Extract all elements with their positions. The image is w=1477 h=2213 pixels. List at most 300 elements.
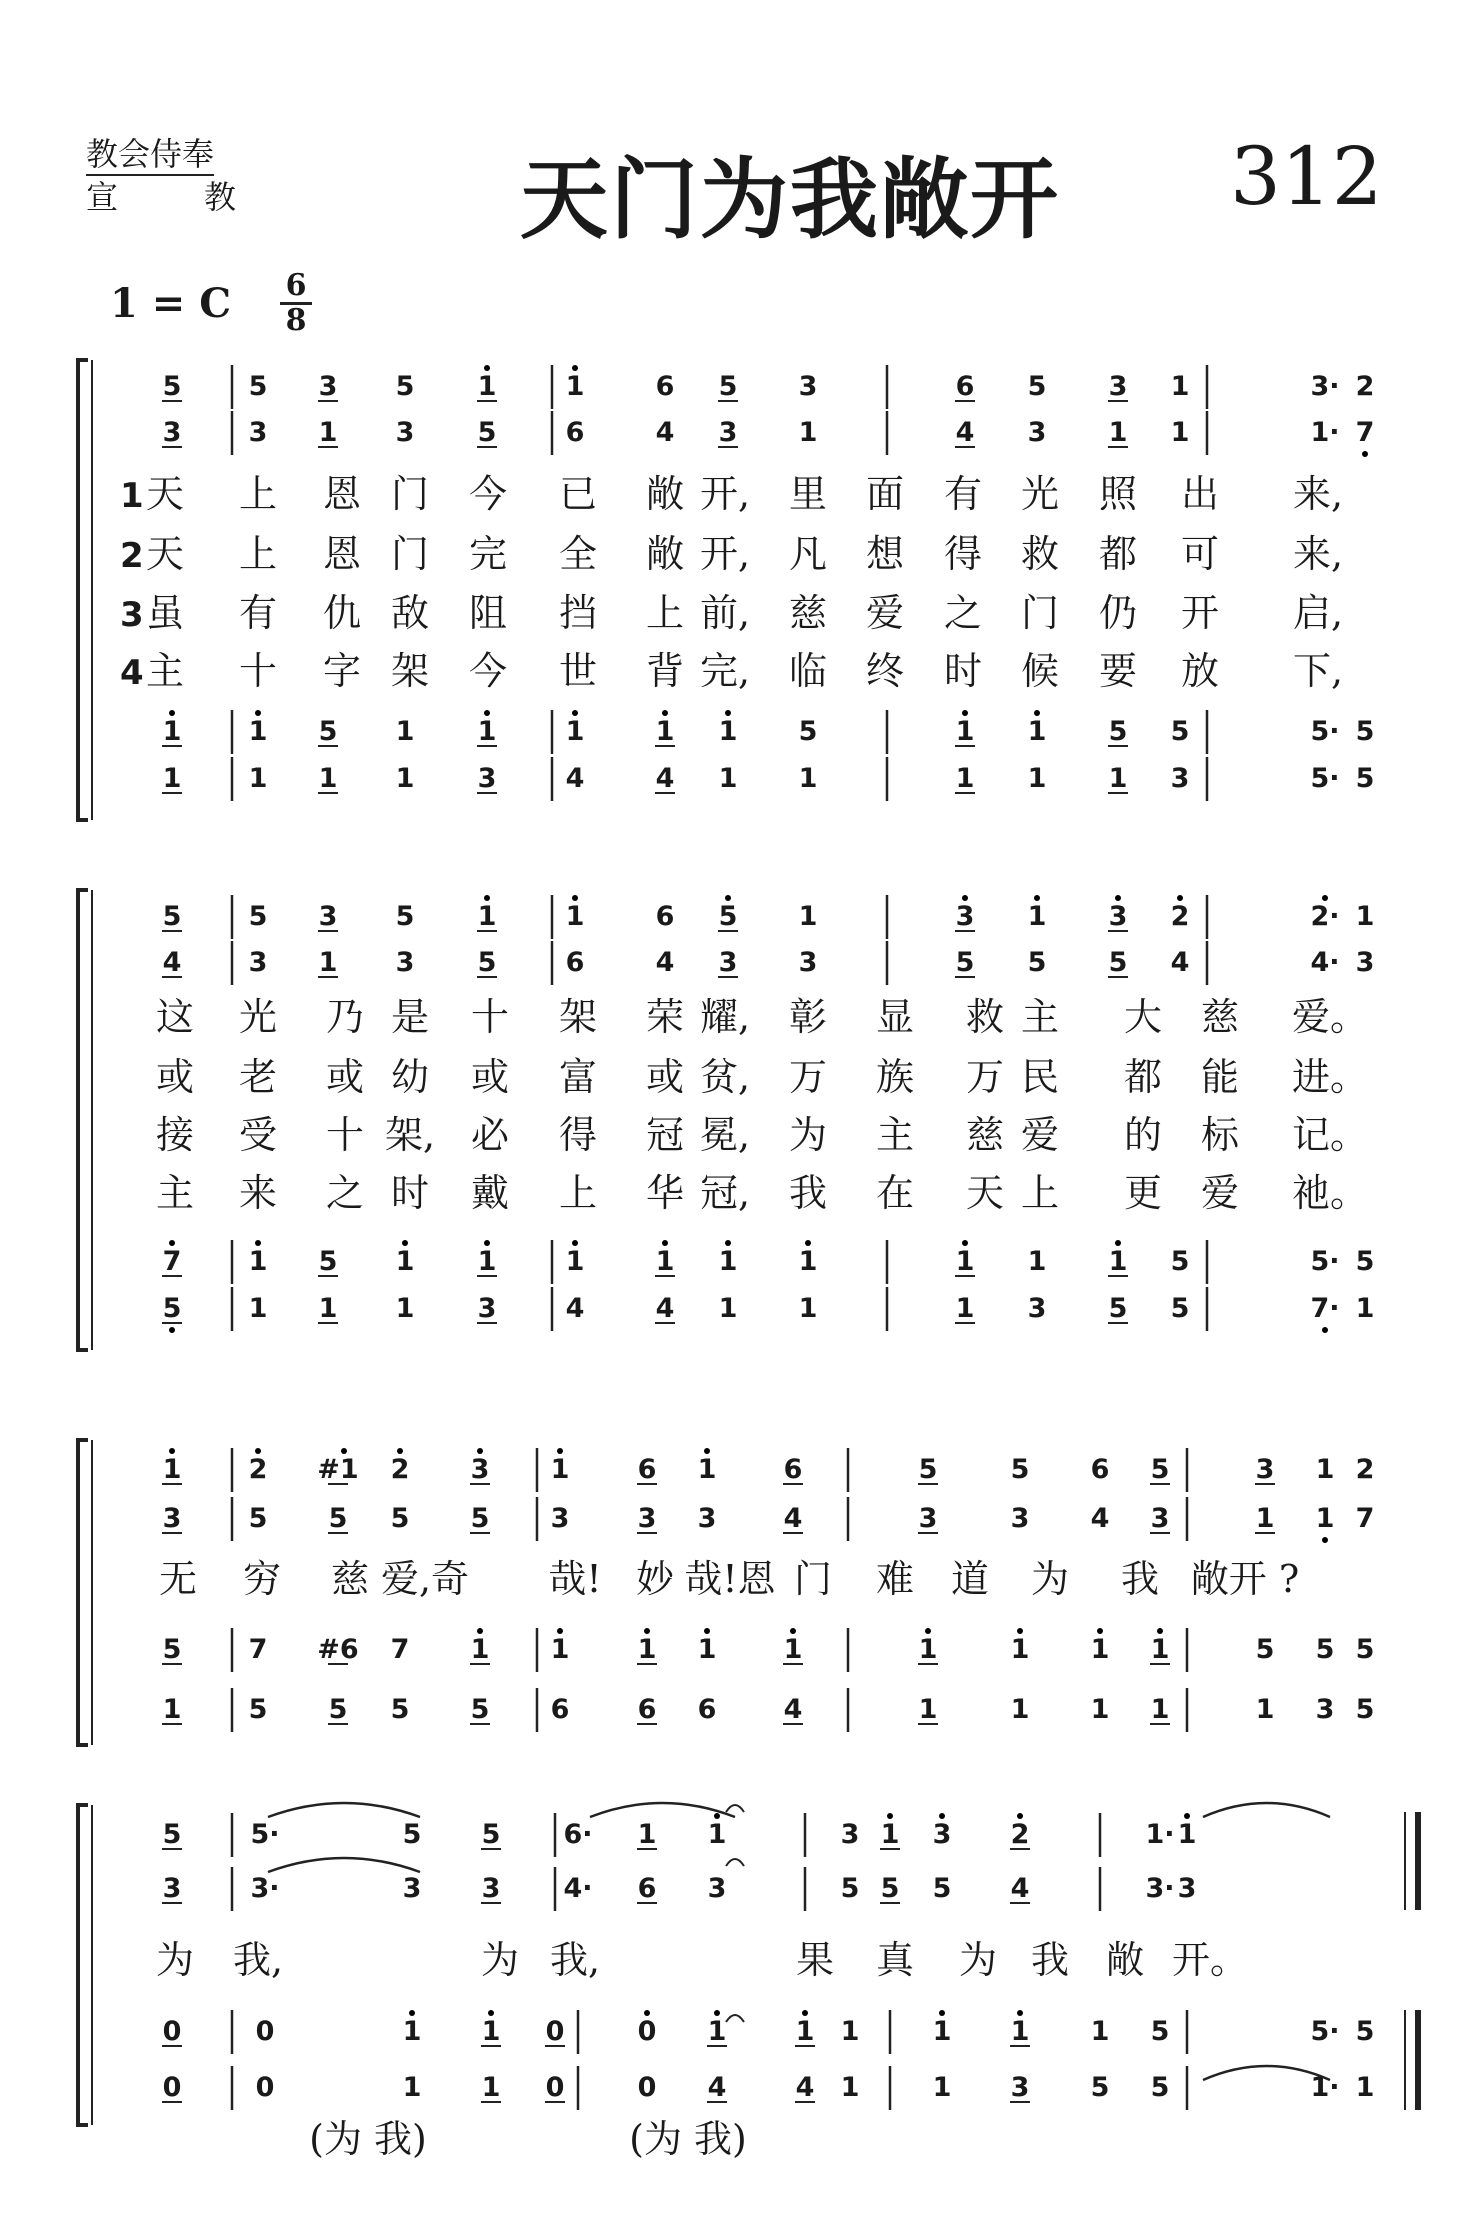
octave-dot-high: [477, 1628, 483, 1634]
note: 3: [248, 417, 268, 448]
lyric-syllable: 来,: [1292, 532, 1344, 576]
note: 1: [1108, 417, 1128, 448]
note: 4: [162, 947, 182, 978]
note: 1: [1315, 1503, 1335, 1534]
note: 1: [318, 417, 338, 448]
octave-dot-high: [484, 710, 490, 716]
note: 3: [1255, 1454, 1275, 1485]
note: 1: [395, 1246, 415, 1277]
note: 5: [1355, 763, 1375, 794]
slur: [268, 1803, 420, 1817]
fermata: [726, 1859, 744, 1866]
note: 1: [162, 763, 182, 794]
lyric-syllable: 贫,: [699, 1055, 751, 1099]
note: 1: [1177, 1819, 1197, 1850]
note: 6: [955, 371, 975, 402]
note: 7: [1355, 1503, 1375, 1534]
note: 6: [655, 371, 675, 402]
note: 3: [707, 1873, 727, 1904]
note: 1: [955, 763, 975, 794]
octave-dot-high: [962, 1240, 968, 1246]
lyric-syllable: 哉!: [548, 1557, 602, 1601]
credit-name-char-1: 宣: [86, 178, 119, 216]
note: 5: [248, 1503, 268, 1534]
lyric-syllable: 都: [1098, 532, 1138, 576]
note: 3: [402, 1873, 422, 1904]
octave-dot-high: [1017, 1813, 1023, 1819]
octave-dot-high: [1017, 1628, 1023, 1634]
lyric-syllable: 挡: [558, 591, 598, 635]
note: 1: [318, 1293, 338, 1324]
lyric-syllable: 能: [1200, 1055, 1240, 1099]
note: 1·: [1310, 417, 1340, 448]
octave-dot-high: [939, 2010, 945, 2016]
lyric-syllable: 耀,: [699, 995, 751, 1039]
note: 4: [707, 2072, 727, 2103]
note: 1: [1010, 1694, 1030, 1725]
note: 1: [783, 1634, 803, 1665]
lyric-syllable: 的: [1123, 1113, 1163, 1157]
lyric-syllable: 照: [1098, 472, 1138, 516]
lyric-syllable: 敞开 ?: [1190, 1557, 1300, 1601]
system-bracket: [78, 890, 88, 1350]
lyric-syllable: 放: [1180, 649, 1220, 693]
note: 1: [798, 417, 818, 448]
note: 5: [840, 1873, 860, 1904]
lyric-syllable: 阻: [468, 591, 508, 635]
note: 7: [390, 1634, 410, 1665]
note: 5·: [1310, 763, 1340, 794]
note: 3: [395, 417, 415, 448]
lyric-syllable: 无: [158, 1557, 198, 1601]
note: 1: [1027, 1246, 1047, 1277]
octave-dot-low: [1362, 451, 1368, 457]
note: 1: [1255, 1503, 1275, 1534]
note: 0: [255, 2072, 275, 2103]
lyric-syllable: 世: [558, 649, 598, 693]
lyric-syllable: 上: [1020, 1171, 1060, 1215]
time-signature-bottom: 8: [285, 303, 307, 338]
key-signature: 1 = C: [110, 280, 232, 327]
note: 4: [1010, 1873, 1030, 1904]
note: 5: [1170, 1293, 1190, 1324]
lyric-syllable: 下,: [1292, 649, 1344, 693]
note: 3: [1315, 1694, 1335, 1725]
note: 1: [840, 2072, 860, 2103]
note: 1: [565, 1246, 585, 1277]
lyric-syllable: 面: [865, 472, 905, 516]
lyric-syllable: 或: [325, 1055, 365, 1099]
lyric-syllable: 或: [470, 1055, 510, 1099]
note: 6·: [563, 1819, 593, 1850]
octave-dot-high: [477, 1448, 483, 1454]
note: 2: [1010, 1819, 1030, 1850]
note: 6: [637, 1454, 657, 1485]
note: 4: [795, 2072, 815, 2103]
note: 1: [918, 1694, 938, 1725]
lyric-syllable: 完,: [699, 649, 751, 693]
note: 5: [798, 716, 818, 747]
note: 5: [1150, 1454, 1170, 1485]
octave-dot-high: [725, 895, 731, 901]
octave-dot-high: [255, 1448, 261, 1454]
lyric-syllable: 彰: [788, 995, 828, 1039]
fermata: [726, 2015, 744, 2022]
note: 1: [798, 1293, 818, 1324]
lyric-syllable: 门: [1020, 591, 1060, 635]
note: 5: [395, 901, 415, 932]
note: 3·: [250, 1873, 280, 1904]
lyric-syllable: 天: [145, 532, 185, 576]
note: 1: [477, 371, 497, 402]
note: 1: [565, 901, 585, 932]
note: 3: [1108, 371, 1128, 402]
lyric-syllable: 族: [875, 1055, 915, 1099]
note: 1: [477, 716, 497, 747]
octave-dot-high: [484, 895, 490, 901]
note: 5: [248, 1694, 268, 1725]
lyric-syllable: 为: [958, 1938, 998, 1982]
lyric-syllable: 冠,: [699, 1171, 751, 1215]
note: 3: [932, 1819, 952, 1850]
octave-dot-low: [169, 1327, 175, 1333]
lyric-syllable: 前,: [699, 591, 751, 635]
note: 1: [718, 763, 738, 794]
note: 3: [1150, 1503, 1170, 1534]
lyric-syllable: 背: [645, 649, 685, 693]
lyric-syllable: 全: [558, 532, 598, 576]
octave-dot-high: [644, 2010, 650, 2016]
note: 1: [918, 1634, 938, 1665]
note: 1: [395, 1293, 415, 1324]
system-bracket: [78, 360, 88, 820]
lyric-syllable: 仇: [322, 591, 362, 635]
lyric-syllable: 敌: [390, 591, 430, 635]
octave-dot-high: [169, 710, 175, 716]
note: 1: [550, 1454, 570, 1485]
note: 4: [783, 1503, 803, 1534]
note: 0: [545, 2016, 565, 2047]
lyric-syllable: 在: [875, 1171, 915, 1215]
note: 2: [390, 1454, 410, 1485]
octave-dot-high: [557, 1628, 563, 1634]
note: 3: [718, 947, 738, 978]
verse-number: 3: [120, 595, 144, 635]
slur: [1203, 1803, 1330, 1817]
note: 1: [798, 901, 818, 932]
lyric-syllable: 天: [965, 1171, 1005, 1215]
lyric-syllable: 有: [238, 591, 278, 635]
note: 3: [248, 947, 268, 978]
note: 4: [1090, 1503, 1110, 1534]
note: 1: [248, 763, 268, 794]
lyric-syllable: 是: [390, 995, 430, 1039]
note: 1: [637, 1634, 657, 1665]
system-bracket: [78, 1440, 88, 1745]
note: 3: [918, 1503, 938, 1534]
note: 1: [1150, 1694, 1170, 1725]
lyric-syllable: 老: [238, 1055, 278, 1099]
note: 1: [798, 763, 818, 794]
note: 1: [395, 763, 415, 794]
octave-dot-high: [1034, 895, 1040, 901]
lyric-syllable: 终: [865, 649, 905, 693]
note: 1: [481, 2072, 501, 2103]
octave-dot-high: [805, 1240, 811, 1246]
lyric-syllable: 我,: [232, 1938, 284, 1982]
note: 1: [395, 716, 415, 747]
note: 1: [955, 1246, 975, 1277]
note: 7·: [1310, 1293, 1340, 1324]
note: 0: [545, 2072, 565, 2103]
lyric-syllable: 慈: [965, 1113, 1005, 1157]
note: 4·: [563, 1873, 593, 1904]
note: 7: [1355, 417, 1375, 448]
lyric-syllable: 乃: [325, 995, 365, 1039]
note: 1: [718, 1246, 738, 1277]
lyric-syllable: 穷: [242, 1557, 282, 1601]
lyric-syllable: 慈: [788, 591, 828, 635]
note: 4: [1170, 947, 1190, 978]
lyric-syllable: 主: [145, 649, 185, 693]
note: 3·: [1310, 371, 1340, 402]
lyric-syllable: 为: [480, 1938, 520, 1982]
note: 6: [637, 1694, 657, 1725]
lyric-syllable: 爱: [865, 591, 905, 635]
verse-number: 1: [120, 476, 144, 516]
note: 7: [162, 1246, 182, 1277]
note: 5: [477, 417, 497, 448]
lyric-syllable: 门: [390, 472, 430, 516]
note: 3: [1177, 1873, 1197, 1904]
note: 3: [162, 1503, 182, 1534]
lyric-syllable: 出: [1180, 472, 1220, 516]
lyric-syllable: 要: [1098, 649, 1138, 693]
note: 1: [1315, 1454, 1335, 1485]
lyric-syllable: 我: [788, 1171, 828, 1215]
note: 2: [1355, 371, 1375, 402]
lyric-syllable: 时: [390, 1171, 430, 1215]
lyric-syllable: 万: [965, 1055, 1005, 1099]
lyric-syllable: 慈: [1200, 995, 1240, 1039]
lyric-syllable: 时: [943, 649, 983, 693]
note: 3: [1010, 1503, 1030, 1534]
time-signature-top: 6: [280, 270, 312, 305]
note: 4: [783, 1694, 803, 1725]
lyric-syllable: 妙: [635, 1557, 675, 1601]
note: 5: [162, 1634, 182, 1665]
note: 1: [707, 2016, 727, 2047]
lyric-syllable: 虽: [145, 591, 185, 635]
lyric-syllable: 救: [965, 995, 1005, 1039]
note: 6: [565, 417, 585, 448]
note: 5: [1108, 1293, 1128, 1324]
lyric-syllable: 开: [1180, 591, 1220, 635]
note: 1: [470, 1634, 490, 1665]
lyric-syllable: 戴: [470, 1171, 510, 1215]
lyric-syllable: 临: [788, 649, 828, 693]
note: 5: [318, 716, 338, 747]
note: 5: [402, 1819, 422, 1850]
octave-dot-high: [397, 1448, 403, 1454]
octave-dot-high: [802, 2010, 808, 2016]
lyric-syllable: 都: [1123, 1055, 1163, 1099]
lyric-syllable: 恩: [322, 532, 362, 576]
note: 5: [1355, 2016, 1375, 2047]
note: 5·: [250, 1819, 280, 1850]
note: 3: [1027, 1293, 1047, 1324]
note: 3: [318, 901, 338, 932]
note: 1: [697, 1454, 717, 1485]
note: 1: [955, 716, 975, 747]
lyric-syllable: 十: [470, 995, 510, 1039]
lyric-syllable: 仍: [1098, 591, 1138, 635]
note: 1: [795, 2016, 815, 2047]
note: 5: [390, 1503, 410, 1534]
note: 1: [477, 901, 497, 932]
note: 1: [162, 1694, 182, 1725]
lyric-syllable: 里: [788, 472, 828, 516]
lyric-syllable: 之: [943, 591, 983, 635]
octave-dot-high: [644, 1628, 650, 1634]
octave-dot-high: [1177, 895, 1183, 901]
note: 1: [1355, 1293, 1375, 1324]
note: 3: [477, 763, 497, 794]
note: 1: [1150, 1634, 1170, 1665]
note: 0: [255, 2016, 275, 2047]
lyric-syllable: 爱。: [1291, 995, 1369, 1039]
note: 3: [1108, 901, 1128, 932]
lyric-syllable: 爱: [1020, 1113, 1060, 1157]
lyric-syllable: 救: [1020, 532, 1060, 576]
note: 1: [932, 2072, 952, 2103]
octave-dot-high: [1322, 895, 1328, 901]
note: 1: [1255, 1694, 1275, 1725]
octave-dot-high: [402, 1240, 408, 1246]
octave-dot-high: [962, 710, 968, 716]
octave-dot-high: [255, 1240, 261, 1246]
lyric-syllable: 来,: [1292, 472, 1344, 516]
octave-dot-high: [1115, 895, 1121, 901]
note: 3: [481, 1873, 501, 1904]
lyric-syllable: 这: [155, 995, 195, 1039]
lyric-syllable: 祂。: [1291, 1171, 1369, 1215]
note: 5: [1255, 1634, 1275, 1665]
octave-dot-high: [887, 1813, 893, 1819]
lyric-syllable: 天: [145, 472, 185, 516]
lyric-syllable: 主: [155, 1171, 195, 1215]
note: 5: [395, 371, 415, 402]
note: 2: [1170, 901, 1190, 932]
note: 5: [1150, 2016, 1170, 2047]
echo-lyric: (为 我): [629, 2117, 747, 2161]
note: 3: [162, 417, 182, 448]
lyric-syllable: 想: [865, 532, 905, 576]
lyric-syllable: 显: [875, 995, 915, 1039]
lyric-syllable: 开,: [699, 472, 751, 516]
note: 3: [550, 1503, 570, 1534]
note: 4: [655, 417, 675, 448]
note: 1: [1027, 763, 1047, 794]
note: 0: [637, 2072, 657, 2103]
note: 1: [550, 1634, 570, 1665]
note: 1: [477, 1246, 497, 1277]
note: 1: [1010, 2016, 1030, 2047]
note: 0: [162, 2072, 182, 2103]
note: 5: [1355, 1246, 1375, 1277]
lyric-syllable: 幼: [390, 1055, 430, 1099]
note: 3: [637, 1503, 657, 1534]
note: 5: [248, 901, 268, 932]
octave-dot-high: [790, 1628, 796, 1634]
note: 1: [402, 2072, 422, 2103]
lyric-syllable: 冕,: [699, 1113, 751, 1157]
note: 1: [1355, 901, 1375, 932]
note: 1: [1027, 716, 1047, 747]
lyric-syllable: 光: [238, 995, 278, 1039]
note: 5: [1355, 1634, 1375, 1665]
note: 5: [1355, 716, 1375, 747]
note: 5: [1315, 1634, 1335, 1665]
note: 4: [565, 763, 585, 794]
octave-dot-high: [1115, 1240, 1121, 1246]
lyric-syllable: 真: [875, 1938, 915, 1982]
lyric-syllable: 敞: [1105, 1938, 1145, 1982]
note: 1: [481, 2016, 501, 2047]
lyric-syllable: 为: [1030, 1557, 1070, 1601]
note: 1: [655, 1246, 675, 1277]
lyric-syllable: 凡: [788, 532, 828, 576]
octave-dot-high: [704, 1448, 710, 1454]
lyric-syllable: 荣: [645, 995, 685, 1039]
lyric-syllable: 标: [1200, 1113, 1240, 1157]
note: 5: [162, 1819, 182, 1850]
lyric-syllable: 架: [558, 995, 598, 1039]
note: 1: [840, 2016, 860, 2047]
echo-lyric: (为 我): [309, 2117, 427, 2161]
note: 3: [477, 1293, 497, 1324]
lyric-syllable: 万: [788, 1055, 828, 1099]
note: 1: [318, 947, 338, 978]
note: 5: [718, 901, 738, 932]
note: 5: [1027, 947, 1047, 978]
lyric-syllable: 开,: [699, 532, 751, 576]
lyric-syllable: 上: [238, 532, 278, 576]
note: 5: [318, 1246, 338, 1277]
note: 3: [1010, 2072, 1030, 2103]
note: 5: [390, 1694, 410, 1725]
lyric-syllable: 今: [468, 649, 508, 693]
note: 1: [1108, 763, 1128, 794]
note: 6: [565, 947, 585, 978]
octave-dot-high: [488, 2010, 494, 2016]
note: 5: [1010, 1454, 1030, 1485]
octave-dot-high: [662, 1240, 668, 1246]
lyric-syllable: 完: [468, 532, 508, 576]
octave-dot-high: [572, 365, 578, 371]
lyric-syllable: 我: [1030, 1938, 1070, 1982]
lyric-syllable: 开。: [1171, 1938, 1249, 1982]
lyric-syllable: 为: [788, 1113, 828, 1157]
note: 3: [798, 371, 818, 402]
lyric-syllable: 光: [1020, 472, 1060, 516]
lyric-syllable: 已: [558, 472, 598, 516]
note: 5: [248, 371, 268, 402]
note: 1: [1108, 1246, 1128, 1277]
note: 1: [1010, 1634, 1030, 1665]
note: 0: [637, 2016, 657, 2047]
note: 1: [248, 1246, 268, 1277]
